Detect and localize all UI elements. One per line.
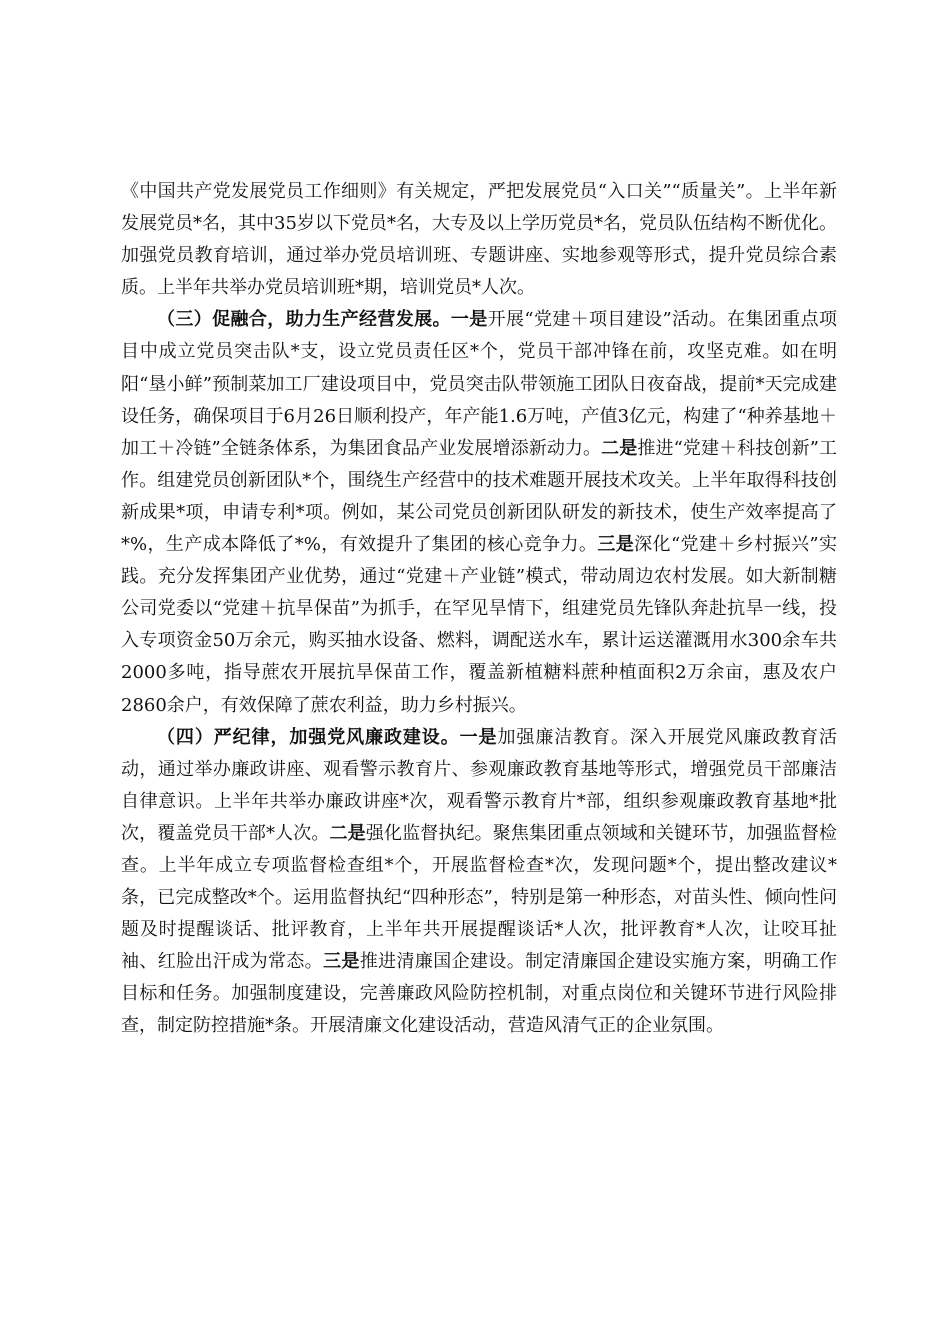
- paragraph-production-integration: [121, 304, 837, 721]
- paragraph-text: 强化监督执纪。聚焦集团重点领域和关键环节，加强监督检查。上半年成立专项监督检查组*个，开展监督检查*次，发现问题*个，提出整改建议*条，已完成整改*个。运用监督执纪“四种形态”，特别是第一种形态，对苗头性、倾向性问题及时提醒谈话、批评教育，上半年共开展提醒谈话*人次，批评教育*人次，让咬耳扯袖、红脸出汗成为常态。: [121, 822, 838, 973]
- lead-marker-second: 二是: [329, 822, 366, 844]
- section-heading-3: （三）促融合，助力生产经营发展。: [157, 309, 451, 331]
- paragraph-discipline: [121, 722, 837, 1043]
- lead-marker-second: 二是: [601, 437, 638, 459]
- lead-marker-first: 一是: [450, 309, 488, 331]
- lead-marker-first: 一是: [459, 726, 498, 748]
- paragraph-text: 《中国共产党发展党员工作细则》有关规定，严把发展党员“入口关”“质量关”。上半年新发展党员*名，其中35岁以下党员*名，大专及以上学历党员*名，党员队伍结构不断优化。加强党员教育培训，通过举办党员培训班、专题讲座、实地参观等形式，提升党员综合素质。上半年共举办党员培训班*期，培训党员*人次。: [121, 181, 837, 299]
- paragraph-text: 加强廉洁教育。深入开展党风廉政教育活动，通过举办廉政讲座、观看警示教育片、参观廉政教育基地等形式，增强党员干部廉洁自律意识。上半年共举办廉政讲座*次，观看警示教育片*部，组织参观廉政教育基地*批次，覆盖党员干部*人次。: [121, 726, 838, 844]
- paragraph-text: 开展“党建＋项目建设”活动。在集团重点项目中成立党员突击队*支，设立党员责任区*个，党员干部冲锋在前，攻坚克难。如在明阳“垦小鲜”预制菜加工厂建设项目中，党员突击队带领施工团队日夜奋战，提前*天完成建设任务，确保项目于6月26日顺利投产，年产能1.6万吨，产值3亿元，构建了“种养基地＋加工＋冷链”全链条体系，为集团食品产业发展增添新动力。: [121, 309, 838, 459]
- paragraph-text: 深化“党建＋乡村振兴”实践。充分发挥集团产业优势，通过“党建＋产业链”模式，带动周边农村发展。如大新制糖公司党委以“党建＋抗旱保苗”为抓手，在罕见旱情下，组建党员先锋队奔赴抗旱一线，投入专项资金50万余元，购买抽水设备、燃料，调配送水车，累计运送灌溉用水300余车共2000多吨，指导蔗农开展抗旱保苗工作，覆盖新植糖料蔗种植面积2万余亩，惠及农户2860余户，有效保障了蔗农利益，助力乡村振兴。: [121, 534, 837, 716]
- document-body: [121, 176, 837, 1043]
- lead-marker-third: 三是: [597, 534, 635, 556]
- section-heading-4: （四）严纪律，加强党风廉政建设。: [157, 726, 460, 748]
- paragraph-party-member-development: [121, 176, 837, 304]
- paragraph-text: 推进清廉国企建设。制定清廉国企建设实施方案，明确工作目标和任务。加强制度建设，完善廉政风险防控机制，对重点岗位和关键环节进行风险排查，制定防控措施*条。开展清廉文化建设活动，营造风清气正的企业氛围。: [121, 951, 838, 1037]
- paragraph-text: 推进“党建＋科技创新”工作。组建党员创新团队*个，围绕生产经营中的技术难题开展技术攻关。上半年取得科技创新成果*项，申请专利*项。例如，某公司党员创新团队研发的新技术，使生产效率提高了*%，生产成本降低了*%，有效提升了集团的核心竞争力。: [121, 437, 838, 556]
- lead-marker-third: 三是: [323, 951, 360, 973]
